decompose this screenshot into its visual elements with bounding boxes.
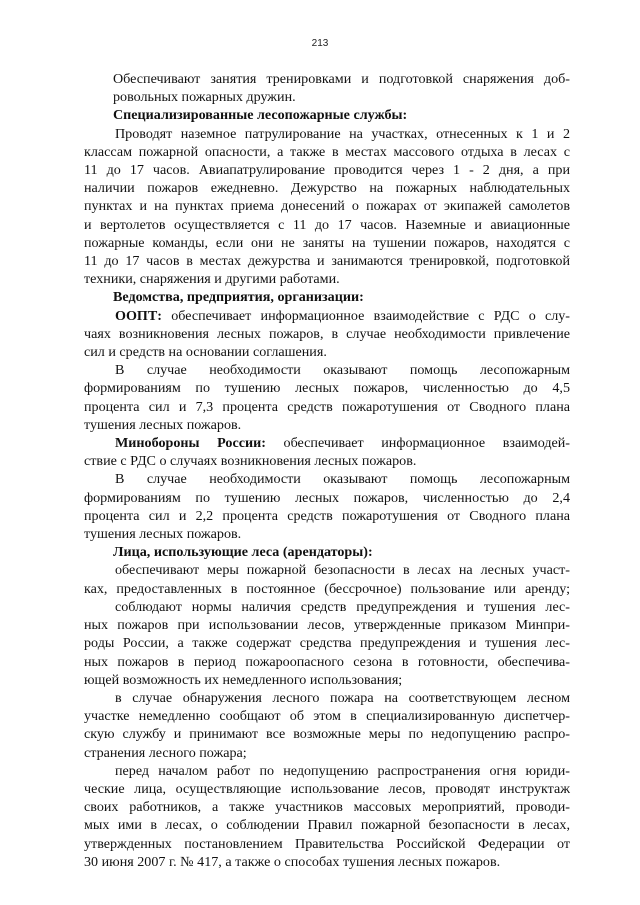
text-line: мых ими в лесах, о соблюдении Правил пожарной безопасности в лесах,	[84, 817, 570, 834]
text-line: соблюдают нормы наличия средств предупреждения и тушения лес-	[115, 598, 570, 615]
document-body	[84, 70, 570, 871]
text-line: Обеспечивают занятия тренировками и подготовкой снаряжения доб-	[113, 71, 570, 87]
text-line: наличии пожаров ежедневно. Дежурство на пожарных наблюдательных	[84, 180, 570, 197]
text-line: ных пожаров при использовании лесов, утвержденные приказом Минпри-	[84, 617, 570, 634]
text-line: ровольных пожарных дружин.	[113, 89, 296, 106]
text-line: 11 до 17 часов в местах дежурства и занимаются тренировкой, подготовкой	[84, 253, 570, 270]
text-line: утвержденных постановлением Правительства Российской Федерации от	[84, 835, 570, 852]
text-line: и вертолетов осуществляется с 11 до 17 часов. Наземные и авиационные	[84, 216, 570, 233]
text-line: чаях возникновения лесных пожаров, в случае необходимости привлечение	[84, 325, 570, 342]
text-line: техники, снаряжения и другими работами.	[84, 271, 340, 288]
text-line: 11 до 17 часов. Авиапатрулирование проводится через 1 - 2 дня, а при	[84, 162, 570, 179]
text-line: скую службу и принимают все возможные меры по недопущению распро-	[84, 726, 570, 743]
text-fragment: обеспечивает информационное взаимодействие с РДС о слу-	[161, 307, 570, 324]
text-line: пожарные команды, если они не заняты на тушении пожаров, находятся с	[84, 234, 570, 251]
text-line: процента сил и 7,3 процента средств пожаротушения от Сводного плана	[84, 398, 570, 415]
text-line: пунктах и на пунктах приема донесений о пожарах от экипажей самолетов	[84, 198, 570, 215]
text-line: В случае необходимости оказывают помощь лесопожарным	[115, 362, 570, 379]
text-line: перед началом работ по недопущению распространения огня юриди-	[115, 762, 570, 779]
organization-name: ООПТ:	[115, 307, 162, 324]
text-line: формированиям по тушению лесных пожаров, численностью до 4,5	[84, 380, 570, 397]
text-line	[113, 434, 570, 452]
text-line: классам пожарной опасности, а также в местах массового отдыха в лесах с	[84, 143, 570, 160]
section-heading: Лица, использующие леса (арендаторы):	[113, 544, 373, 561]
text-line: ческие лица, осуществляющие использование лесов, проводят инструктаж	[84, 780, 570, 797]
text-line: формированиям по тушению лесных пожаров, численностью до 2,4	[84, 489, 570, 506]
text-line: участке немедленно сообщают об этом в специализированную диспетчер-	[84, 708, 570, 725]
text-line: ных пожаров в период пожароопасного сезона в готовности, обеспечива-	[84, 653, 570, 670]
text-line: своих работников, а также участников массовых мероприятий, проводи-	[84, 799, 570, 816]
text-line: сил и средств на основании соглашения.	[84, 344, 327, 361]
text-fragment: обеспечивает информационное взаимодей-	[265, 435, 570, 452]
text-line: ствие с РДС о случаях возникновения лесных пожаров.	[84, 453, 417, 470]
text-line	[113, 307, 570, 325]
text-line: В случае необходимости оказывают помощь лесопожарным	[115, 471, 570, 488]
text-line: 30 июня 2007 г. № 417, а также о способах тушения лесных пожаров.	[84, 853, 501, 870]
text-line: Проводят наземное патрулирование на участках, отнесенных к 1 и 2	[115, 125, 570, 142]
text-line: в случае обнаружения лесного пожара на соответствующем лесном	[115, 689, 570, 706]
text-line: ках, предоставленных в постоянное (бессрочное) пользование или аренду;	[84, 580, 570, 597]
text-line: тушения лесных пожаров.	[84, 526, 242, 543]
text-line: роды России, а также содержат средства предупреждения и тушения лес-	[84, 635, 570, 652]
section-heading: Ведомства, предприятия, организации:	[113, 289, 364, 306]
text-line: процента сил и 2,2 процента средств пожаротушения от Сводного плана	[84, 507, 570, 524]
organization-name: Минобороны России:	[115, 435, 266, 452]
text-line: обеспечивают меры пожарной безопасности в лесах на лесных участ-	[115, 562, 570, 579]
section-heading: Специализированные лесопожарные службы:	[113, 107, 408, 124]
text-line: странения лесного пожара;	[84, 744, 247, 761]
page-number: 213	[311, 38, 329, 49]
text-line: тушения лесных пожаров.	[84, 416, 242, 433]
text-line: ющей возможность их немедленного использования;	[84, 671, 403, 688]
